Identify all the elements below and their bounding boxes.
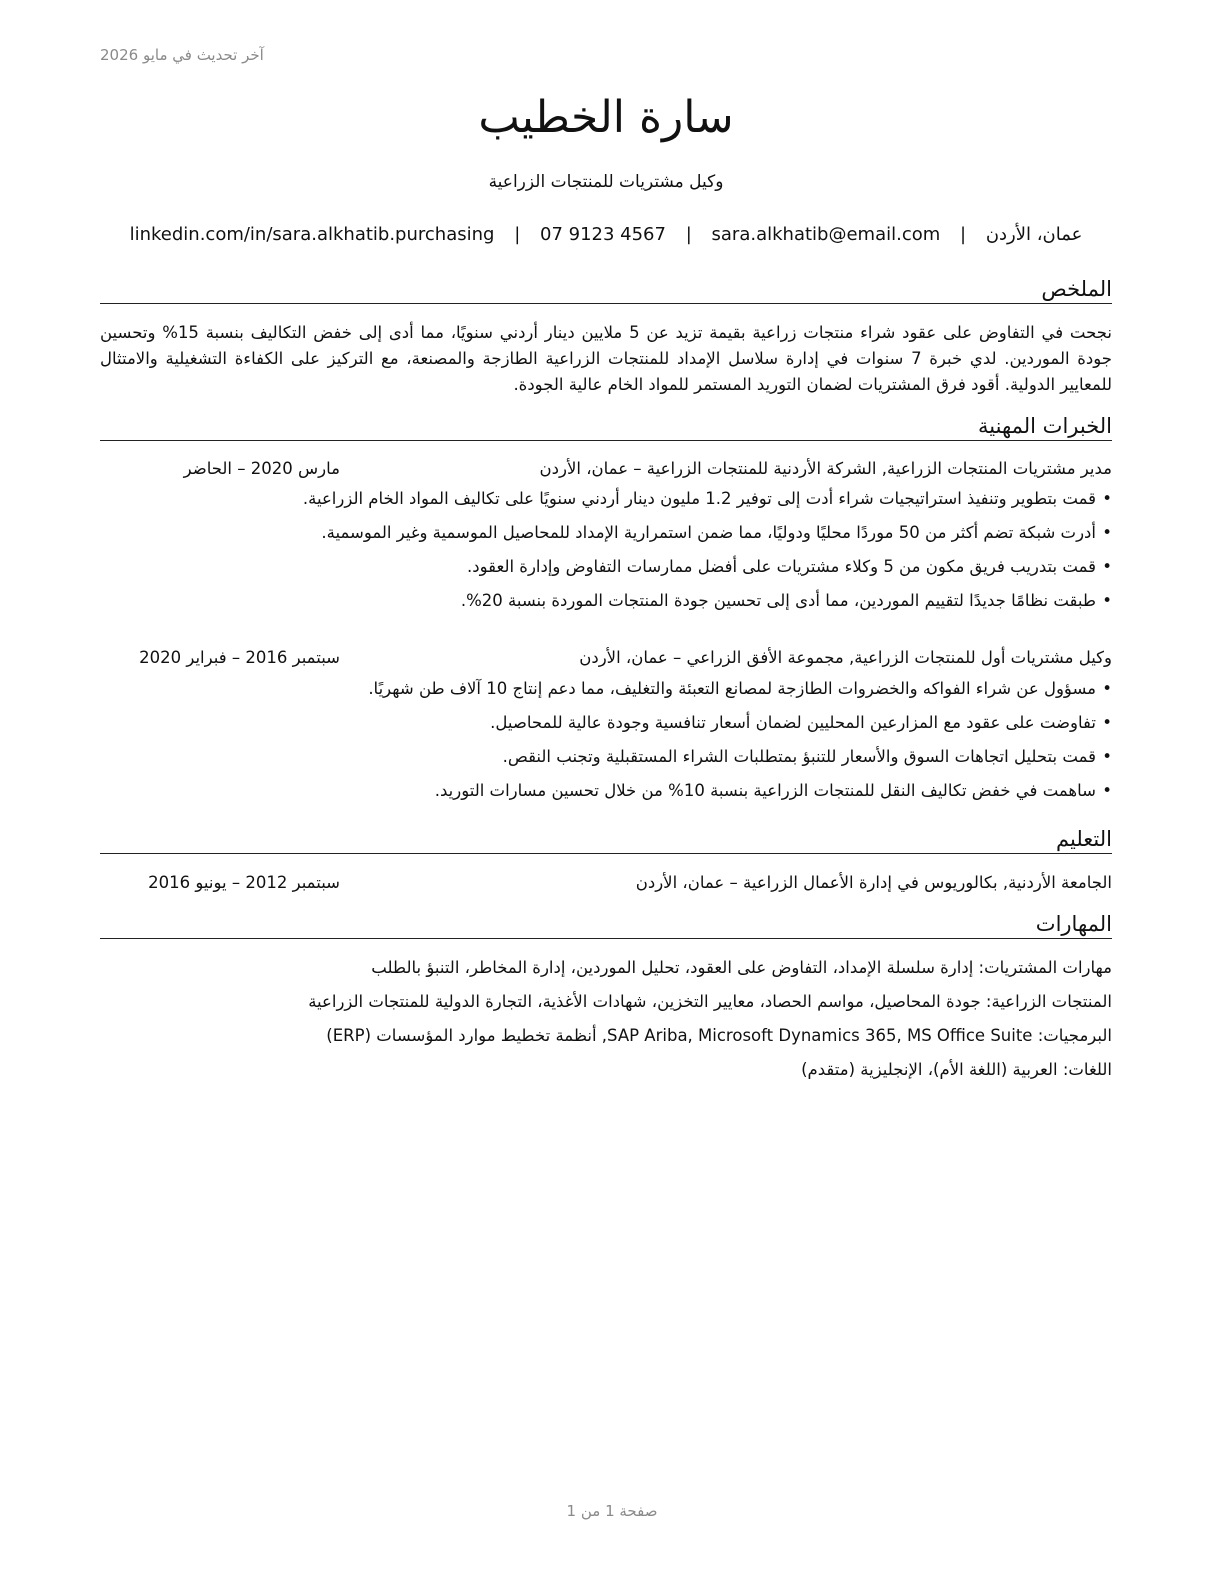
skill-row: مهارات المشتريات: إدارة سلسلة الإمداد، التفاوض على العقود، تحليل الموردين، إدارة المخاطر، التنبؤ بالطلب (371, 958, 1112, 977)
contact-line (100, 224, 1112, 245)
job-header (100, 648, 1112, 672)
experience-heading: الخبرات المهنية (100, 414, 1112, 441)
contact-separator: | (685, 224, 692, 245)
skill-row: البرمجيات: SAP Ariba, Microsoft Dynamics 365, MS Office Suite, أنظمة تخطيط موارد المؤسسات (ERP) (326, 1026, 1112, 1045)
job-dates: سبتمبر 2016 – فبراير 2020 (139, 648, 340, 667)
bullet-item: • تفاوضت على عقود مع المزارعين المحليين لضمان أسعار تنافسية وجودة عالية للمحاصيل. (100, 711, 1112, 745)
bullet-item: • مسؤول عن شراء الفواكه والخضروات الطازجة لمصانع التعبئة والتغليف، مما دعم إنتاج 10 آلاف طن شهريًا. (100, 677, 1112, 711)
contact-location: عمان، الأردن (985, 224, 1083, 245)
contact-separator: | (960, 224, 967, 245)
contact-separator: | (514, 224, 521, 245)
education-dates: سبتمبر 2012 – يونيو 2016 (148, 873, 340, 892)
job-position: وكيل مشتريات أول للمنتجات الزراعية, مجموعة الأفق الزراعي – عمان، الأردن (579, 648, 1112, 667)
job-title: وكيل مشتريات للمنتجات الزراعية (488, 172, 724, 192)
bullet-item: • قمت بتحليل اتجاهات السوق والأسعار للتنبؤ بمتطلبات الشراء المستقبلية وتجنب النقص. (100, 745, 1112, 779)
education-institution: الجامعة الأردنية, بكالوريوس في إدارة الأعمال الزراعية – عمان، الأردن (635, 873, 1112, 892)
contact-phone[interactable]: 07 9123 4567 (540, 224, 666, 245)
contact-email[interactable]: sara.alkhatib@email.com (711, 224, 941, 245)
skill-row: المنتجات الزراعية: جودة المحاصيل، مواسم الحصاد، معايير التخزين، شهادات الأغذية، التجارة الدولية للمنتجات الزراعية (308, 992, 1112, 1011)
job-dates: مارس 2020 – الحاضر (183, 459, 340, 478)
bullet-item: • طبقت نظامًا جديدًا لتقييم الموردين، مما أدى إلى تحسين جودة المنتجات الموردة بنسبة 20%. (100, 589, 1112, 623)
bullet-item: • قمت بتطوير وتنفيذ استراتيجيات شراء أدت إلى توفير 1.2 مليون دينار أردني سنويًا على تكاليف المواد الخام الزراعية. (100, 487, 1112, 521)
page-number: صفحة 1 من 1 (566, 1502, 658, 1520)
candidate-name: سارة الخطيب (478, 92, 734, 143)
skill-row: اللغات: العربية (اللغة الأم)، الإنجليزية (متقدم) (801, 1060, 1112, 1079)
job-bullets (100, 677, 1112, 813)
skills-heading: المهارات (100, 912, 1112, 939)
job-bullets (100, 487, 1112, 623)
summary-heading: الملخص (100, 277, 1112, 304)
summary-text: نجحت في التفاوض على عقود شراء منتجات زراعية بقيمة تزيد عن 5 ملايين دينار أردني سنويًا، مما أدى إلى خفض التكاليف بنسبة 15% وتحسين جودة الموردين. لدي خبرة 7 سنوات في إدارة سلاسل الإمداد للمنتجات الزراعية الطازجة والمصنعة، مع التركيز على الكفاءة التشغيلية والامتثال للمعايير الدولية. أقود فرق المشتريات لضمان التوريد المستمر للمواد الخام عالية الجودة. (100, 323, 1112, 394)
bullet-item: • أدرت شبكة تضم أكثر من 50 موردًا محليًا ودوليًا، مما ضمن استمرارية الإمداد للمحاصيل الموسمية وغير الموسمية. (100, 521, 1112, 555)
bullet-item: • قمت بتدريب فريق مكون من 5 وكلاء مشتريات على أفضل ممارسات التفاوض وإدارة العقود. (100, 555, 1112, 589)
education-heading: التعليم (100, 827, 1112, 854)
job-position: مدير مشتريات المنتجات الزراعية, الشركة الأردنية للمنتجات الزراعية – عمان، الأردن (539, 459, 1112, 478)
last-updated-note: آخر تحديث في مايو 2026 (100, 46, 264, 64)
education-entry (100, 873, 1112, 897)
job-header (100, 459, 1112, 483)
contact-linkedin[interactable]: linkedin.com/in/sara.alkhatib.purchasing (129, 224, 495, 245)
bullet-item: • ساهمت في خفض تكاليف النقل للمنتجات الزراعية بنسبة 10% من خلال تحسين مسارات التوريد. (100, 779, 1112, 813)
